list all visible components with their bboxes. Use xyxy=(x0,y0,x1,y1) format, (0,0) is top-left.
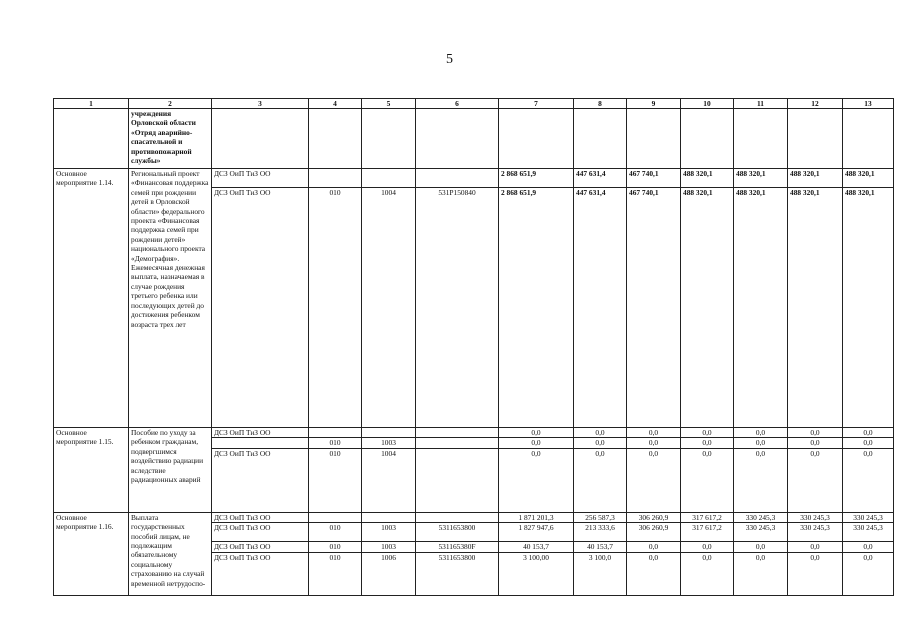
page-number: 5 xyxy=(446,52,453,67)
col-header: 3 xyxy=(212,99,309,109)
cell-value xyxy=(362,169,416,188)
col-header: 4 xyxy=(309,99,362,109)
cell-value: 447 631,4 xyxy=(574,169,627,188)
cell-value: 488 320,1 xyxy=(734,188,788,428)
col-header: 11 xyxy=(734,99,788,109)
col-header: 9 xyxy=(627,99,681,109)
cell-value: 0,0 xyxy=(843,552,894,595)
cell-value: 0,0 xyxy=(843,428,894,438)
table-row xyxy=(54,428,894,438)
cell-value: 0,0 xyxy=(681,438,734,448)
cell-description: Выплата государственных пособий лицам, не подлежащим обязательному социальному страхованию на случай временной нетрудоспо- xyxy=(129,512,212,595)
cell-value: 5311653800 xyxy=(416,523,499,542)
cell-org: ДСЗ ОиП ТиЗ ОО xyxy=(212,448,309,512)
cell-value: 3 100,0 xyxy=(574,552,627,595)
cell-value: 0,0 xyxy=(627,438,681,448)
cell-value: 010 xyxy=(309,448,362,512)
col-header: 8 xyxy=(574,99,627,109)
cell-value: 317 617,2 xyxy=(681,512,734,522)
col-header: 13 xyxy=(843,99,894,109)
cell-value: 1 827 947,6 xyxy=(499,523,574,542)
cell-value: 1 871 201,3 xyxy=(499,512,574,522)
cell-value: 330 245,3 xyxy=(788,512,843,522)
header-row xyxy=(54,99,894,109)
cell-value: 40 153,7 xyxy=(499,542,574,552)
cell-value: 488 320,1 xyxy=(843,188,894,428)
cell-value: 1003 xyxy=(362,542,416,552)
cell-value: 0,0 xyxy=(734,438,788,448)
cell-value: 0,0 xyxy=(499,438,574,448)
cell-value: 010 xyxy=(309,188,362,428)
cell-value: 010 xyxy=(309,438,362,448)
cell-value: 488 320,1 xyxy=(843,169,894,188)
cell-value xyxy=(416,438,499,448)
cell-value: 330 245,3 xyxy=(788,523,843,542)
cell-value: 330 245,3 xyxy=(843,523,894,542)
cell-value: 0,0 xyxy=(681,428,734,438)
col-header: 12 xyxy=(788,99,843,109)
cell-value: 0,0 xyxy=(734,552,788,595)
cell-value: 317 617,2 xyxy=(681,523,734,542)
cell-value: 306 260,9 xyxy=(627,523,681,542)
col-header: 7 xyxy=(499,99,574,109)
col-header: 2 xyxy=(129,99,212,109)
cell-value: 0,0 xyxy=(681,552,734,595)
cell-value: 531Р150840 xyxy=(416,188,499,428)
cell-value xyxy=(309,428,362,438)
table-row xyxy=(54,169,894,188)
cell-description: Пособие по уходу за ребенком гражданам, подвергшимся воздействию радиации вследствие радиационных аварий xyxy=(129,428,212,513)
cell-org: ДСЗ ОиП ТиЗ ОО xyxy=(212,523,309,542)
cell-value: 2 868 651,9 xyxy=(499,169,574,188)
cell-value xyxy=(362,428,416,438)
cell-org: ДСЗ ОиП ТиЗ ОО xyxy=(212,542,309,552)
cell-value: 0,0 xyxy=(734,428,788,438)
cell-value: 1004 xyxy=(362,188,416,428)
cell-value: 1004 xyxy=(362,448,416,512)
cell-value: 0,0 xyxy=(788,542,843,552)
cell-value: 330 245,3 xyxy=(734,512,788,522)
cell-value: 2 868 651,9 xyxy=(499,188,574,428)
cell-value: 467 740,1 xyxy=(627,188,681,428)
cell-value: 3 100,00 xyxy=(499,552,574,595)
cell-description: Региональный проект «Финансовая поддержка семей при рождении детей в Орловской области» федерального проекта «Финансовая поддержка семей при рождении детей» национального проекта «Демография». Ежемесячная денежная выплата, назначаемая в случае рождения третьего ребенка или последующих детей до достижения ребенком возраста трех лет xyxy=(129,169,212,428)
cell-value: 488 320,1 xyxy=(681,188,734,428)
col-header: 5 xyxy=(362,99,416,109)
col-header: 1 xyxy=(54,99,129,109)
cell-value: 010 xyxy=(309,552,362,595)
cell-org: ДСЗ ОиП ТиЗ ОО xyxy=(212,169,309,188)
cell-value xyxy=(416,169,499,188)
cell-value xyxy=(416,512,499,522)
cell-value: 40 153,7 xyxy=(574,542,627,552)
cell-value xyxy=(362,512,416,522)
table-row xyxy=(54,109,894,169)
cell-value: 010 xyxy=(309,523,362,542)
cell-value: 488 320,1 xyxy=(788,188,843,428)
cell-value: 0,0 xyxy=(574,428,627,438)
col-header: 10 xyxy=(681,99,734,109)
cell-value: 0,0 xyxy=(681,542,734,552)
cell-value: 0,0 xyxy=(788,552,843,595)
cell-value: 0,0 xyxy=(627,552,681,595)
cell-value: 0,0 xyxy=(843,438,894,448)
cell-org: ДСЗ ОиП ТиЗ ОО xyxy=(212,428,309,438)
cell-org xyxy=(212,438,309,448)
cell-value: 1003 xyxy=(362,523,416,542)
cell-value: 0,0 xyxy=(788,438,843,448)
cell-value: 531165380F xyxy=(416,542,499,552)
cell-value xyxy=(309,169,362,188)
cell-value: 213 333,6 xyxy=(574,523,627,542)
cell-value: 0,0 xyxy=(627,428,681,438)
cell-value xyxy=(309,512,362,522)
cell-value: 306 260,9 xyxy=(627,512,681,522)
cell-value: 1003 xyxy=(362,438,416,448)
cell-value: 488 320,1 xyxy=(788,169,843,188)
cell-value: 0,0 xyxy=(734,542,788,552)
cell-value: 488 320,1 xyxy=(734,169,788,188)
cell-value: 0,0 xyxy=(499,448,574,512)
cell-org: ДСЗ ОиП ТиЗ ОО xyxy=(212,188,309,428)
cell-value: 0,0 xyxy=(788,428,843,438)
cell-value: 0,0 xyxy=(843,542,894,552)
cell-value: 0,0 xyxy=(627,448,681,512)
table-row xyxy=(54,512,894,522)
cell-value: 0,0 xyxy=(681,448,734,512)
cell-org: ДСЗ ОиП ТиЗ ОО xyxy=(212,512,309,522)
cell-value: 0,0 xyxy=(574,448,627,512)
cell-value: 1006 xyxy=(362,552,416,595)
cell-value: 467 740,1 xyxy=(627,169,681,188)
col-header: 6 xyxy=(416,99,499,109)
cell-value xyxy=(416,428,499,438)
cell-value: 0,0 xyxy=(734,448,788,512)
cell-measure-label: Основное мероприятие 1.14. xyxy=(54,169,129,428)
cell-value: 0,0 xyxy=(574,438,627,448)
cell-value: 0,0 xyxy=(627,542,681,552)
cell-value: 0,0 xyxy=(843,448,894,512)
budget-table xyxy=(53,98,894,596)
cell-value: 5311653800 xyxy=(416,552,499,595)
cell-value: 330 245,3 xyxy=(843,512,894,522)
cell-description: учреждения Орловской области «Отряд аварийно-спасательной и противопожарной службы» xyxy=(129,109,212,169)
cell-value: 447 631,4 xyxy=(574,188,627,428)
cell-value: 0,0 xyxy=(499,428,574,438)
cell-value: 0,0 xyxy=(788,448,843,512)
cell-value: 010 xyxy=(309,542,362,552)
cell-org: ДСЗ ОиП ТиЗ ОО xyxy=(212,552,309,595)
cell-value xyxy=(416,448,499,512)
cell-measure-label: Основное мероприятие 1.15. xyxy=(54,428,129,513)
cell-value: 330 245,3 xyxy=(734,523,788,542)
cell-measure-label: Основное мероприятие 1.16. xyxy=(54,512,129,595)
cell-value: 256 587,3 xyxy=(574,512,627,522)
cell-value: 488 320,1 xyxy=(681,169,734,188)
